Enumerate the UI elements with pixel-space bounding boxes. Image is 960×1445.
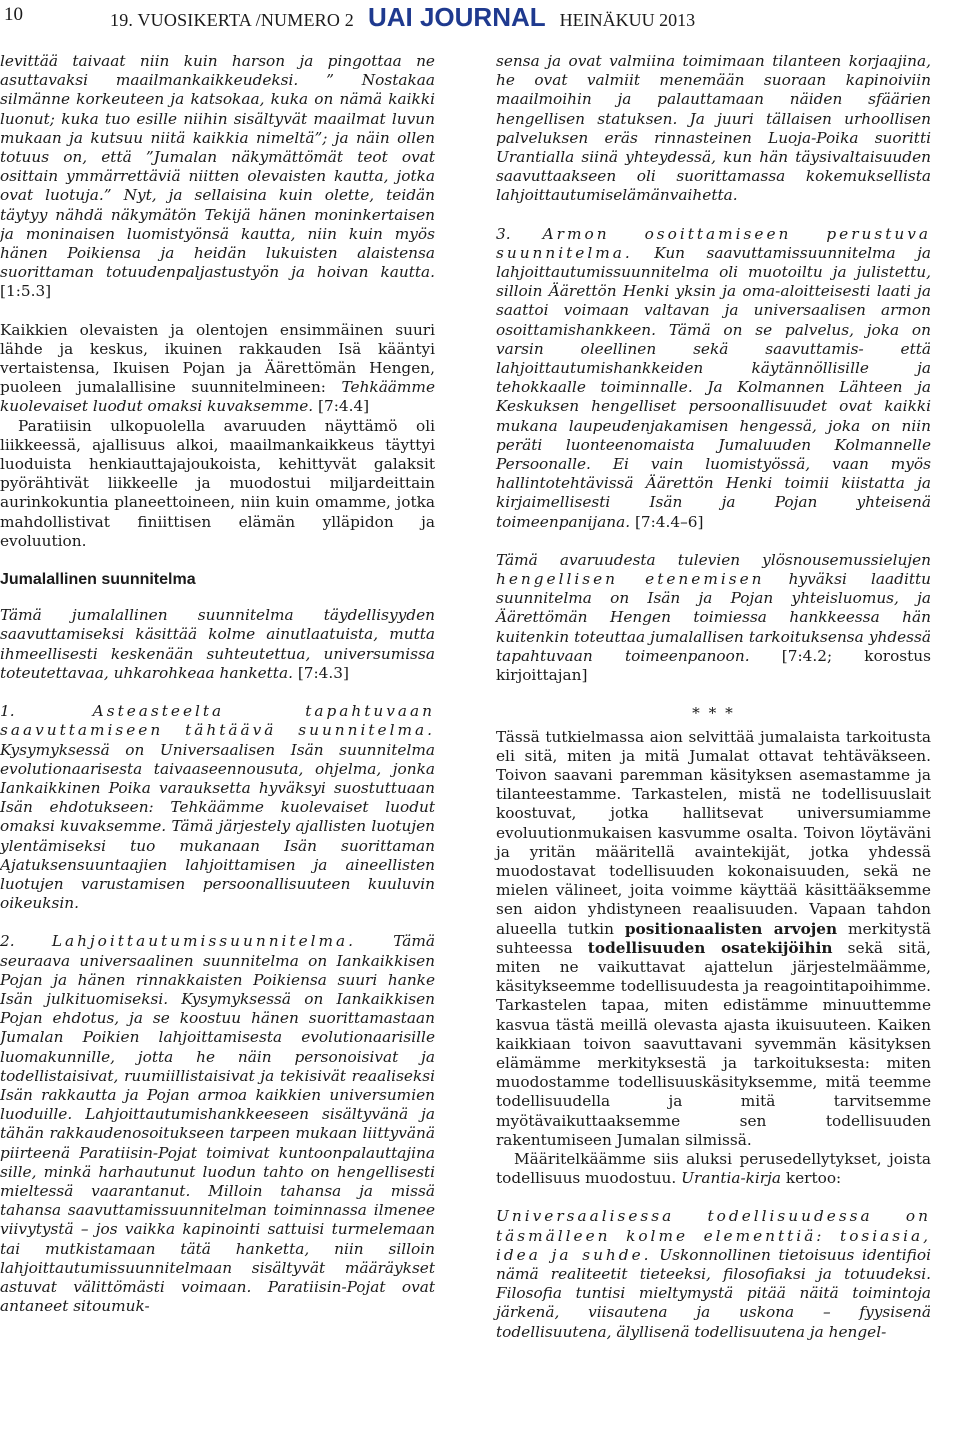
right-column <box>496 52 931 1342</box>
paragraph-2: Kaikkien olevaisten ja olentojen ensimmäinen suuri lähde ja keskus, ikuinen rakkauden Isä kääntyi vertaistensa, Ikuisen Pojan ja Äärettömän Hengen, puoleen jumalallisine suunnitelmineen: Tehkäämme kuolevaiset luodut omaksi kuvaksemme. [7:4.4] <box>0 320 435 416</box>
paragraph-definition: Määritelkäämme siis aluksi perusedellytykset, joista todellisuus muodostuu. Urantia-kirja kertoo: <box>496 1149 931 1188</box>
page-number: 10 <box>4 4 23 25</box>
quote-paragraph-4: Tämä jumalallinen suunnitelma täydellisyyden saavuttamiseksi käsittää kolme ainutlaatuista, mutta ihmeellisesti keskenään suhteutettua, universumissa toteutettavaa, uhkarohkeaa hanketta. [7:4.3] <box>0 606 435 682</box>
left-column <box>0 52 435 1316</box>
issue-date: HEINÄKUU 2013 <box>559 10 696 30</box>
plan-item-3: 3. Armon osoittamiseen perustuva suunnitelma. Kun saavuttamissuunnitelma ja lahjoittautumissuunnitelma oli muotoiltu ja julistettu, silloin Äärettön Henki yksin ja oma-aloitteisesti laati ja saattoi voimaan valtavan ja universaalisen armon osoittamishankkeen. Tämä on se palvelus, joka on varsin oleellinen sekä saavuttamis- että lahjoittautumishankkeiden käytännöllisille ja tehokkaalle toiminnalle. Ja Kolmannen Lähteen ja Keskuksen hengelliset persoonallisuudet ovat kaikki mukana laupeudenjakamisen hengessä, joka on niin peräti luonteenomaista Jumaluuden Kolmannelle Persoonalle. Ei vain luomistyössä, vaan myös hallintotehtävissä Äärettön Henki toimii kiistatta ja kirjaimellisesti Isän ja Pojan yhteisenä toimeenpanijana. [7:4.4–6] <box>496 224 931 531</box>
section-divider: * * * <box>692 704 735 723</box>
quote-paragraph-6: Universaalisessa todellisuudessa on täsmälleen kolme elementtiä: tosiasia, idea ja suhde. Uskonnollinen tietoisuus identifioi nämä realiteetit tieteeksi, filosofiaksi ja totuudeksi. Filosofia tuntisi mieltymystä pitää näitä toimintoja järkenä, viisautena ja uskona – fyysisenä todellisuutena, älyllisenä todellisuutena ja hengel- <box>496 1207 931 1341</box>
paragraph-3: Paratiisin ulkopuolella avaruuden näyttämö oli liikkeessä, ajallisuus alkoi, maailmankaikkeus täyttyi luoduista henkiauttajajoukoista, kehittyvät galaksit pyörähtivät liikkeelle ja muodostui miljardeittain aurinkokuntia planeettoineen, niin kuin omamme, jotka mahdollistivat finiittisen elämän ylläpidon ja evoluution. <box>0 416 435 550</box>
quote-paragraph-1: levittää taivaat niin kuin harson ja pingottaa ne asuttavaksi maailmankaikkeudeksi. ” Nostakaa silmänne korkeuteen ja katsokaa, kuka on nämä kaikki luonut; kuka tuo esille niihin sisältyvät maailmat luvun mukaan ja kutsuu niitä kaikkia nimeltä”; ja näin ollen totuus on, että ”Jumalan näkymättömät teot ovat osittain ymmärrettäviä niitten olevaisten kautta, jotka ovat luotuja.” Nyt, ja sellaisina kuin olette, teidän täytyy nähdä näkymätön Tekijä hänen moninkertaisen ja moninaisen luomistyönsä kautta, niin kuin myös hänen Poikiensa ja heidän lukuisten alaistensa suorittaman totuudenpaljastustyön ja hoivan kautta. [1:5.3] <box>0 52 435 301</box>
paragraph-intro: Tässä tutkielmassa aion selvittää jumalaista tarkoitusta eli sitä, miten ja mitä Jumalat ottavat tehtäväkseen. Toivon saavani paremman käsityksen asemastamme ja tilanteestamme. Tarkastelen, mistä ne todellisuuslait koostuvat, jotka hallitsevat universumiamme evoluutionmukaisen kasvumme osalta. Toivon löytäväni ja yritän määritellä avaintekijät, jotka yhdessä muodostavat todellisuuden kokonaisuuden, sekä ne mielen välineet, joita voimme käyttää käsittääksemme sen aidon yhdistyneen reaalisuuden. Vapaan tahdon alueella tutkin positionaalisten arvojen merkitystä suhteessa todellisuuden osatekijöihin sekä sitä, miten ne vaikuttavat ajattelun järjestelmäämme, käsitykseemme todellisuudesta ja reagointitapoihimme. Tarkastelen tapaa, miten edistämme minuuttemme kasvua tästä meillä olevasta ajasta ikuisuuteen. Kaiken kaikkiaan toivon saavuttavani syvemmän käsityksen elämämme merkityksestä ja tarkoituksesta: miten muodostamme todellisuuskäsityksemme, mitä teemme todellisuudella ja mitä tarvitsemme myötävaikuttaaksemme sen todellisuuden rakentumiseen Jumalan silmissä. <box>496 727 931 1149</box>
plan-item-1: 1. Asteasteelta tapahtuvaan saavuttamiseen tähtäävä suunnitelma. Kysymyksessä on Universaalisen Isän suunnitelma evolutionaarisesta taivaaseennousuta, ohjelma, jonka Iankaikkinen Poika varauksetta hyväksyi suostuttuaan Isän ehdotukseen: Tehkäämme kuolevaiset luodut omaksi kuvaksemme. Tämä järjestely ajallisten luotujen ylentämiseksi tuo mukanaan Isän suorittaman Ajatuksensuuntaajien lahjoittamisen ja aineellisten luotujen varustamisen persoonallisuuteen kuuluvin oikeuksin. <box>0 702 435 913</box>
page-header <box>0 0 960 40</box>
header-bar <box>110 2 695 33</box>
quote-paragraph-5: Tämä avaruudesta tulevien ylösnousemussielujen hengellisen etenemisen hyväksi laadittu suunnitelma on Isän ja Pojan yhteisluomus, ja Äärettömän Hengen toimiessa hankkeessa hän kuitenkin toteuttaa jumalallisen tarkoituksensa yhdessä tapahtuvaan toimeenpanoon. [7:4.2; korostus kirjoittajan] <box>496 550 932 685</box>
journal-title: UAI JOURNAL <box>367 2 546 32</box>
quote-continuation: sensa ja ovat valmiina toimimaan tilanteen korjaajina, he ovat valmiit menemään suoraan kapinoiviin maailmoihin ja palauttamaan näiden sfäärien hengellisen statuksen. Ja juuri tällaisen urhoollisen palveluksen eräs rinnasteinen Luoja-Poika suoritti Urantialla siinä yhteydessä, kun hän täysivaltaisuuden saavuttaakseen oli suorittamassa kokemuksellista lahjoittautumiselämänvaihetta. <box>496 52 931 205</box>
section-heading: Jumalallinen suunnitelma <box>0 571 196 589</box>
volume-label: 19. VUOSIKERTA /NUMERO 2 <box>110 10 354 30</box>
plan-item-2: 2. Lahjoittautumissuunnitelma. Tämä seuraava universaalinen suunnitelma on Iankaikkisen Pojan ja hänen rinnakkaisten Poikiensa suuri hanke Isän julkituomiseksi. Kysymyksessä on Iankaikkisen Pojan ehdotus, ja se koostuu hänen suorittamastaan Jumalan Poikien lahjoittamisesta evolutionaarisille luomakunnille, jotta he näin personoisivat ja todellistaisivat, ruumiillistaisivat ja tekisivät reaaliseksi Isän rakkautta ja Pojan armoa kaikkien universumien luoduille. Lahjoittautumishankkeeseen sisältyvänä ja tähän rakkaudenosoitukseen tarpeen mukaan liittyvänä piirteenä Paratiisin-Pojat toimivat kuntoonpalauttajina sille, minkä harhautunut luodun tahto on hengellisesti mieltessä vaarantanut. Milloin tahansa ja missä tahansa saavuttamissuunnitelman toiminnassa ilmenee viivytystä – jos vaikka kapinointi sattuisi turmelemaan tai mutkistamaan tätä hanketta, niin silloin lahjoittautumissuunnitelmaan sisältyvät määräykset astuvat välittömästi voimaan. Paratiisin-Pojat ovat antaneet sitoumuk- <box>0 932 435 1316</box>
